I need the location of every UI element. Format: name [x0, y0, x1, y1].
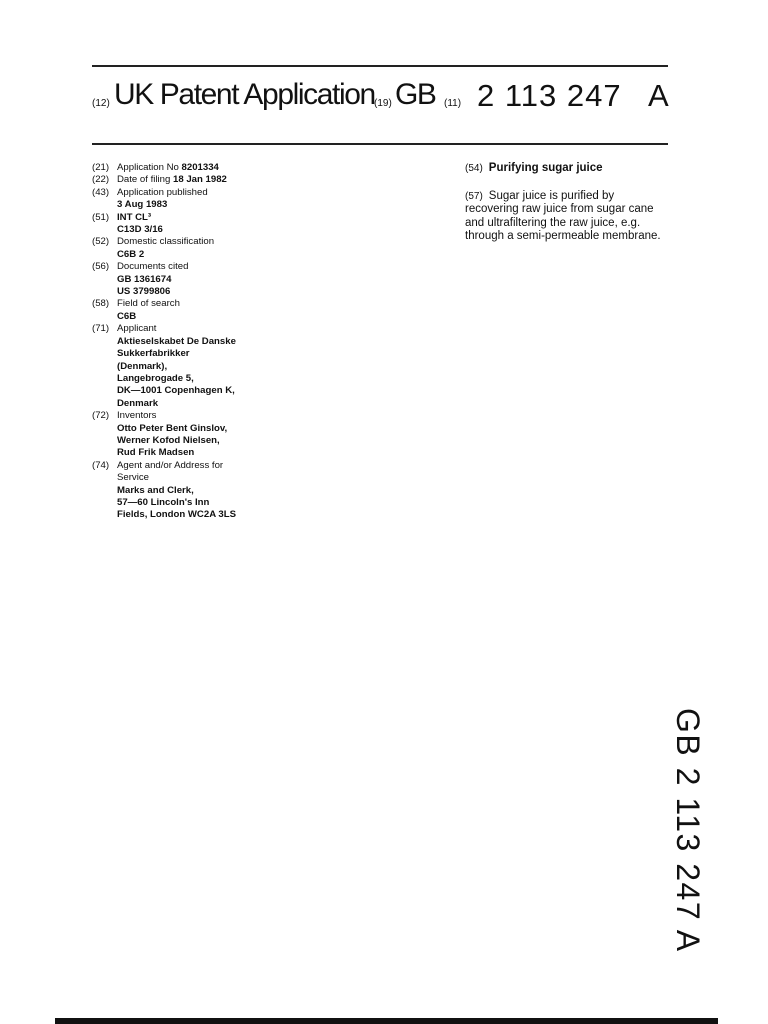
biblio-body	[117, 261, 352, 298]
bibliographic-data	[92, 162, 352, 522]
biblio-code: (74)	[92, 459, 110, 471]
header-rule	[92, 143, 668, 145]
biblio-line: Rud Frik Madsen	[117, 447, 195, 459]
biblio-body	[117, 323, 352, 410]
biblio-line: Werner Kofod Nielsen,	[117, 434, 220, 446]
biblio-label: Application No	[117, 162, 179, 173]
code-19: (19)	[374, 98, 392, 109]
biblio-line: 57—60 Lincoln's Inn	[117, 496, 210, 508]
biblio-entry	[92, 298, 352, 323]
biblio-code: (71)	[92, 323, 110, 335]
biblio-label: Field of search	[117, 298, 180, 310]
biblio-line: Langebrogade 5,	[117, 372, 194, 384]
biblio-code: (21)	[92, 162, 110, 173]
kind-code: A	[648, 78, 670, 113]
biblio-line: Denmark	[117, 397, 159, 409]
document-type: UK Patent Application	[114, 78, 375, 111]
biblio-code: (51)	[92, 211, 110, 223]
biblio-line: DK—1001 Copenhagen K,	[117, 385, 235, 397]
biblio-label: Inventors	[117, 410, 157, 422]
biblio-code: (58)	[92, 298, 110, 310]
biblio-line: (Denmark),	[117, 360, 168, 372]
biblio-body	[117, 236, 352, 261]
biblio-body	[117, 212, 352, 237]
biblio-entry	[92, 187, 352, 212]
biblio-entry	[92, 323, 352, 410]
side-publication-number	[670, 708, 706, 958]
biblio-code: (56)	[92, 261, 110, 273]
biblio-body	[117, 174, 352, 186]
biblio-code: (43)	[92, 186, 110, 198]
bottom-rule	[55, 1018, 718, 1024]
patent-number: 2 113 247	[477, 78, 622, 113]
biblio-entry	[92, 261, 352, 298]
abstract-line: and ultrafiltering the raw juice, e.g.	[465, 216, 641, 229]
abstract-line: Sugar juice is purified by	[488, 189, 615, 202]
country-code: GB	[395, 78, 436, 111]
abstract-line: through a semi-permeable membrane.	[465, 230, 661, 243]
biblio-line: Marks and Clerk,	[117, 484, 194, 496]
biblio-entry	[92, 212, 352, 237]
biblio-entry	[92, 174, 352, 186]
code-12: (12)	[92, 98, 110, 109]
biblio-label: Domestic classification	[117, 236, 215, 248]
biblio-value: 18 Jan 1982	[173, 174, 227, 186]
code-54: (54)	[465, 163, 483, 174]
biblio-label: Applicant	[117, 323, 157, 335]
code-11: (11)	[444, 98, 462, 109]
biblio-line: C6B 2	[117, 248, 145, 260]
biblio-code: (72)	[92, 410, 110, 422]
biblio-entry	[92, 162, 352, 174]
biblio-body	[117, 298, 352, 323]
biblio-body	[117, 460, 352, 522]
biblio-label: Agent and/or Address for	[117, 459, 224, 471]
biblio-line: INT CL³	[117, 211, 152, 223]
biblio-line: GB 1361674	[117, 273, 172, 285]
biblio-entry	[92, 410, 352, 460]
invention-title: Purifying sugar juice	[488, 162, 603, 174]
biblio-label: Documents cited	[117, 261, 189, 273]
patent-header	[92, 78, 672, 122]
biblio-body	[117, 187, 352, 212]
top-rule	[92, 65, 668, 67]
biblio-body	[117, 410, 352, 460]
biblio-body	[117, 162, 352, 174]
code-57: (57)	[465, 190, 483, 202]
vertical-number-text: GB 2 113 247 A	[670, 708, 706, 953]
title-abstract-column	[465, 162, 695, 244]
biblio-line: 3 Aug 1983	[117, 199, 168, 211]
biblio-value: 8201334	[181, 162, 219, 173]
biblio-line: Service	[117, 472, 149, 484]
biblio-entry	[92, 460, 352, 522]
abstract-line: recovering raw juice from sugar cane	[465, 203, 654, 216]
title-block	[465, 162, 695, 176]
abstract-block	[465, 190, 695, 244]
biblio-line: Sukkerfabrikker	[117, 348, 190, 360]
biblio-label: Date of filing	[117, 174, 171, 186]
biblio-line: C6B	[117, 310, 137, 322]
biblio-label: Application published	[117, 186, 208, 198]
biblio-entry	[92, 236, 352, 261]
biblio-line: C13D 3/16	[117, 224, 163, 236]
biblio-line: Otto Peter Bent Ginslov,	[117, 422, 228, 434]
biblio-line: Fields, London WC2A 3LS	[117, 509, 237, 521]
biblio-code: (22)	[92, 174, 110, 186]
biblio-line: US 3799806	[117, 286, 171, 298]
biblio-line: Aktieselskabet De Danske	[117, 335, 236, 347]
biblio-code: (52)	[92, 236, 110, 248]
